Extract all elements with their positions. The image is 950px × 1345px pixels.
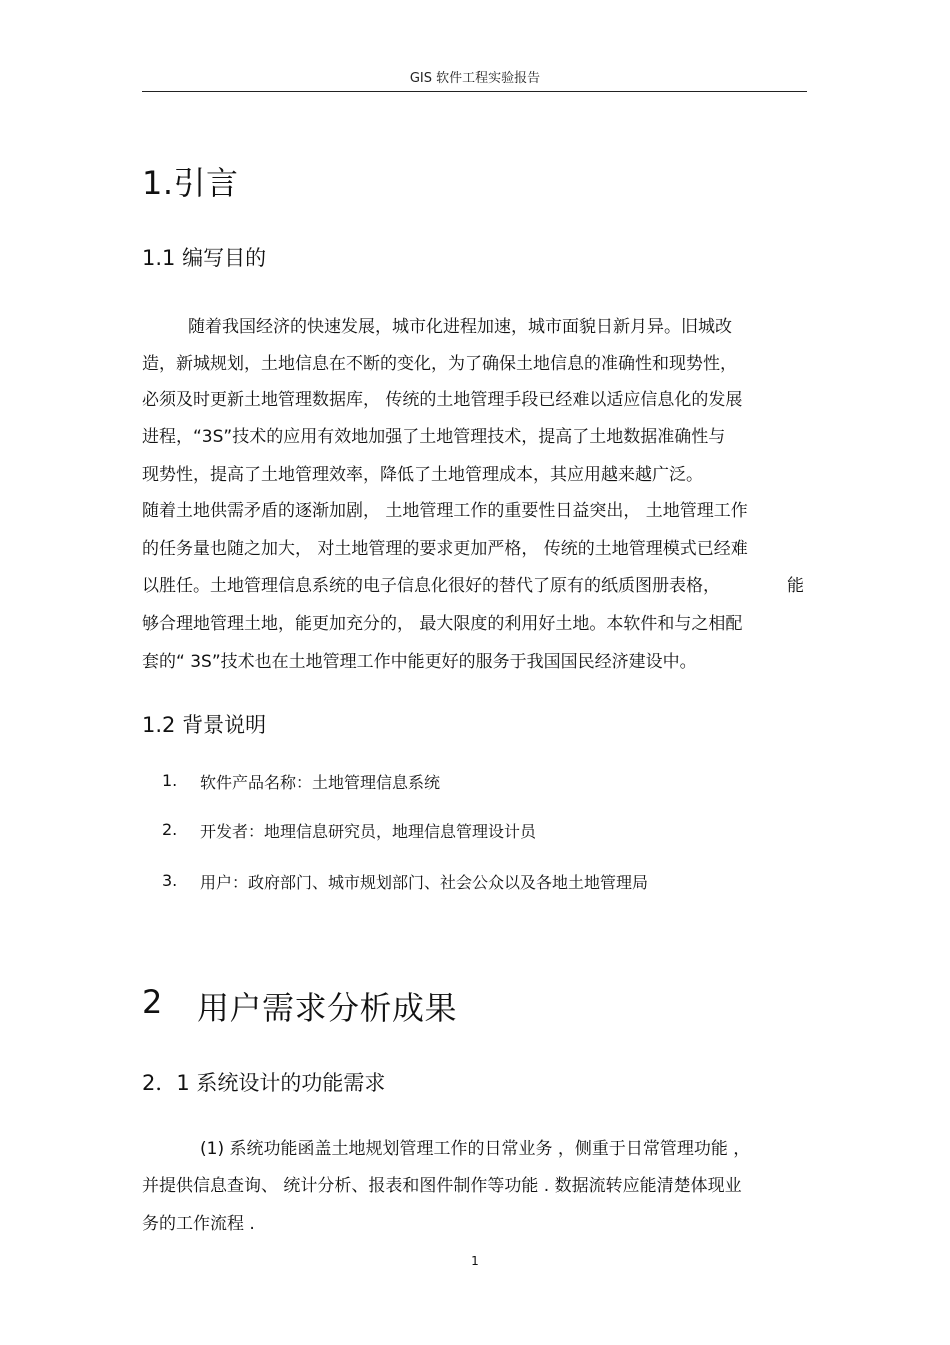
paragraph-line: 以胜任。土地管理信息系统的电子信息化很好的替代了原有的纸质图册表格， <box>142 576 720 596</box>
paragraph-line: 务的工作流程 . <box>142 1214 255 1234</box>
paragraph-line: 套的“ 3S”技术也在土地管理工作中能更好的服务于我国国民经济建设中。 <box>142 652 697 672</box>
list-item-number: 2. <box>162 820 178 839</box>
header-rule <box>142 91 807 92</box>
section-2-1-title: 2．1 系统设计的功能需求 <box>142 1071 386 1095</box>
paragraph-line: 造，新城规划，土地信息在不断的变化，为了确保土地信息的准确性和现势性， <box>142 354 737 374</box>
paragraph-line: 现势性，提高了土地管理效率，降低了土地管理成本，其应用越来越广泛。 <box>142 465 703 485</box>
list-item: 用户：政府部门、城市规划部门、社会公众以及各地土地管理局 <box>200 873 649 892</box>
paragraph-line: 的任务量也随之加大， 对土地管理的要求更加严格， 传统的土地管理模式已经难 <box>142 539 748 559</box>
running-header: GIS 软件工程实验报告 <box>409 71 541 86</box>
list-item-number: 3. <box>162 871 178 890</box>
paragraph-line: 够合理地管理土地，能更加充分的， 最大限度的利用好土地。本软件和与之相配 <box>142 614 743 634</box>
section-2-number: 2 <box>142 983 163 1021</box>
paragraph-line: 进程，“3S”技术的应用有效地加强了土地管理技术，提高了土地数据准确性与 <box>142 427 726 447</box>
list-item-number: 1. <box>162 771 178 790</box>
paragraph-line: 并提供信息查询、 统计分析、报表和图件制作等功能 . 数据流转应能清楚体现业 <box>142 1176 742 1196</box>
section-2-title: 用户需求分析成果 <box>197 989 458 1027</box>
section-1-2-title: 1.2 背景说明 <box>142 713 267 737</box>
paragraph-line: 必须及时更新土地管理数据库， 传统的土地管理手段已经难以适应信息化的发展 <box>142 390 743 410</box>
paragraph-line: 随着我国经济的快速发展，城市化进程加速，城市面貌日新月异。旧城改 <box>188 317 732 337</box>
section-1-1-title: 1.1 编写目的 <box>142 246 267 270</box>
paragraph-line-tail: 能 <box>787 576 804 596</box>
section-1-title: 1.引言 <box>142 164 239 202</box>
list-item: 软件产品名称：土地管理信息系统 <box>200 773 441 792</box>
page-number: 1 <box>471 1254 479 1268</box>
paragraph-line: (1) 系统功能函盖土地规划管理工作的日常业务 ，侧重于日常管理功能 ， <box>200 1139 751 1159</box>
list-item: 开发者：地理信息研究员，地理信息管理设计员 <box>200 822 537 841</box>
paragraph-line: 随着土地供需矛盾的逐渐加剧， 土地管理工作的重要性日益突出， 土地管理工作 <box>142 501 748 521</box>
